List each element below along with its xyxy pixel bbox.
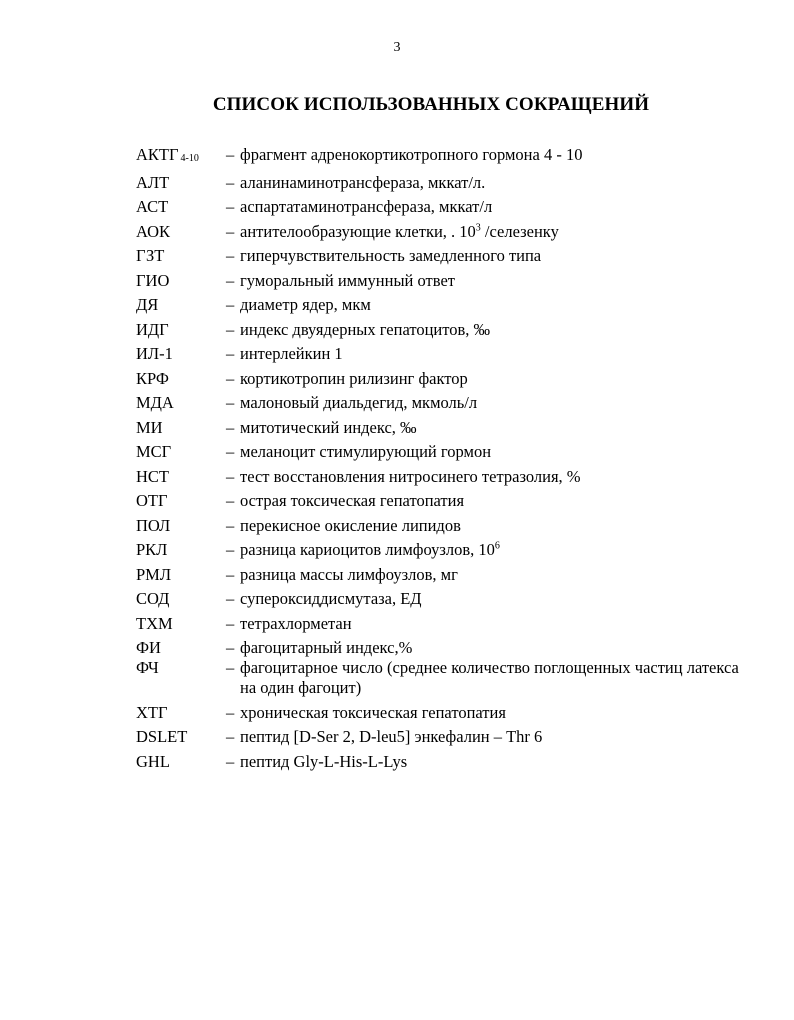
abbreviation: ПОЛ: [136, 515, 171, 535]
definition: пептид [D-Ser 2, D-leu5] энкефалин – Thr 6: [240, 727, 543, 746]
list-item: [136, 565, 756, 585]
definition: разница кариоцитов лимфоузлов, $10^6$: [240, 540, 500, 559]
dash: –: [226, 442, 235, 461]
dash: –: [226, 589, 235, 608]
abbreviation: ОТГ: [136, 491, 168, 510]
definition: перекисное окисление липидов: [240, 515, 461, 535]
dash: –: [226, 491, 235, 510]
list-item: [136, 222, 756, 242]
list-item: [136, 727, 756, 747]
dash: –: [226, 515, 235, 535]
dash: –: [226, 613, 235, 633]
abbreviation: МИ: [136, 417, 163, 437]
page-title: СПИСОК ИСПОЛЬЗОВАННЫХ СОКРАЩЕНИЙ: [212, 94, 650, 115]
abbreviation: ГЗТ: [136, 246, 165, 265]
definition: аланинаминотрансфераза, мккат/л.: [240, 172, 486, 192]
abbreviation: СОД: [136, 589, 170, 608]
definition: малоновый диальдегид, мкмоль/л: [240, 393, 478, 412]
abbreviation: ДЯ: [136, 295, 159, 314]
definition: аспартатаминотрансфераза, мккат/л: [240, 197, 493, 216]
definition: супероксиддисмутаза, ЕД: [240, 589, 422, 608]
dash: –: [226, 270, 235, 290]
definition: митотический индекс, ‰: [240, 417, 417, 437]
list-item: [136, 173, 756, 193]
abbreviation: ИЛ-1: [136, 344, 173, 363]
dash: –: [226, 702, 235, 722]
definition: тест восстановления нитросинего тетразолия, %: [240, 466, 581, 486]
list-item: [136, 418, 756, 438]
dash: –: [226, 295, 235, 314]
abbreviation: АОК: [136, 221, 171, 241]
abbreviation: НСТ: [136, 466, 169, 486]
list-item: [136, 703, 756, 723]
definition: хроническая токсическая гепатопатия: [240, 702, 506, 722]
definition: гуморальный иммунный ответ: [240, 270, 455, 290]
abbreviation-list: [136, 145, 756, 776]
definition: тетрахлорметан: [240, 613, 352, 633]
dash: –: [226, 172, 235, 192]
abbreviation: ГИО: [136, 270, 170, 290]
dash: –: [226, 638, 235, 657]
dash: –: [226, 540, 235, 559]
list-item: [136, 295, 756, 315]
abbreviation: РКЛ: [136, 540, 168, 559]
dash: –: [226, 344, 235, 363]
abbreviation: ФЧ: [136, 658, 159, 677]
dash: –: [226, 417, 235, 437]
definition: острая токсическая гепатопатия: [240, 491, 465, 510]
list-item: [136, 516, 756, 536]
dash: –: [226, 564, 235, 584]
list-item: [136, 197, 756, 217]
list-item: [136, 145, 756, 168]
list-item: [136, 540, 756, 560]
list-item: [136, 393, 756, 413]
list-item: [136, 344, 756, 364]
dash: –: [226, 246, 235, 265]
abbreviation: МСГ: [136, 442, 172, 461]
definition: интерлейкин 1: [240, 344, 343, 363]
dash: –: [226, 727, 235, 746]
abbreviation: АЛТ: [136, 172, 170, 192]
list-item: [136, 638, 756, 658]
list-item: [136, 491, 756, 511]
list-item: [136, 614, 756, 634]
list-item: [136, 658, 756, 698]
definition: фрагмент адренокортикотропного гормона 4 - 10: [240, 145, 583, 164]
page-number: 3: [393, 40, 401, 55]
dash: –: [226, 393, 235, 412]
definition: фагоцитарное число (среднее количество поглощенных частиц латекса на один фагоцит): [240, 658, 739, 697]
definition: кортикотропин рилизинг фактор: [240, 368, 468, 388]
dash: –: [226, 751, 235, 771]
abbreviation: ИДГ: [136, 319, 169, 339]
definition: индекс двуядерных гепатоцитов, ‰: [240, 319, 491, 339]
abbreviation: GHL: [136, 751, 170, 771]
dash: –: [226, 658, 235, 677]
dash: –: [226, 145, 235, 164]
definition: фагоцитарный индекс,%: [240, 638, 413, 657]
definition: диаметр ядер, мкм: [240, 295, 371, 314]
abbreviation: ФИ: [136, 638, 161, 657]
dash: –: [226, 466, 235, 486]
list-item: [136, 246, 756, 266]
dash: –: [226, 197, 235, 216]
dash: –: [226, 319, 235, 339]
dash: –: [226, 368, 235, 388]
list-item: [136, 589, 756, 609]
dash: –: [226, 221, 235, 241]
list-item: [136, 752, 756, 772]
list-item: [136, 271, 756, 291]
abbreviation: КРФ: [136, 368, 169, 388]
definition: гиперчувствительность замедленного типа: [240, 246, 542, 265]
abbreviation: ХТГ: [136, 702, 168, 722]
definition: пептид Gly-L-His-L-Lys: [240, 751, 408, 771]
list-item: [136, 442, 756, 462]
abbreviation: МДА: [136, 393, 174, 412]
definition: меланоцит стимулирующий гормон: [240, 442, 492, 461]
definition: разница массы лимфоузлов, мг: [240, 564, 458, 584]
abbreviation: РМЛ: [136, 564, 172, 584]
abbreviation: DSLET: [136, 727, 188, 746]
definition: антителообразующие клетки, . $10^3$ /селезенку: [240, 221, 559, 241]
list-item: [136, 320, 756, 340]
abbreviation: АКТГ $_{4-10}$: [136, 145, 199, 164]
abbreviation: ТХМ: [136, 613, 173, 633]
list-item: [136, 467, 756, 487]
abbreviation: АСТ: [136, 197, 169, 216]
list-item: [136, 369, 756, 389]
